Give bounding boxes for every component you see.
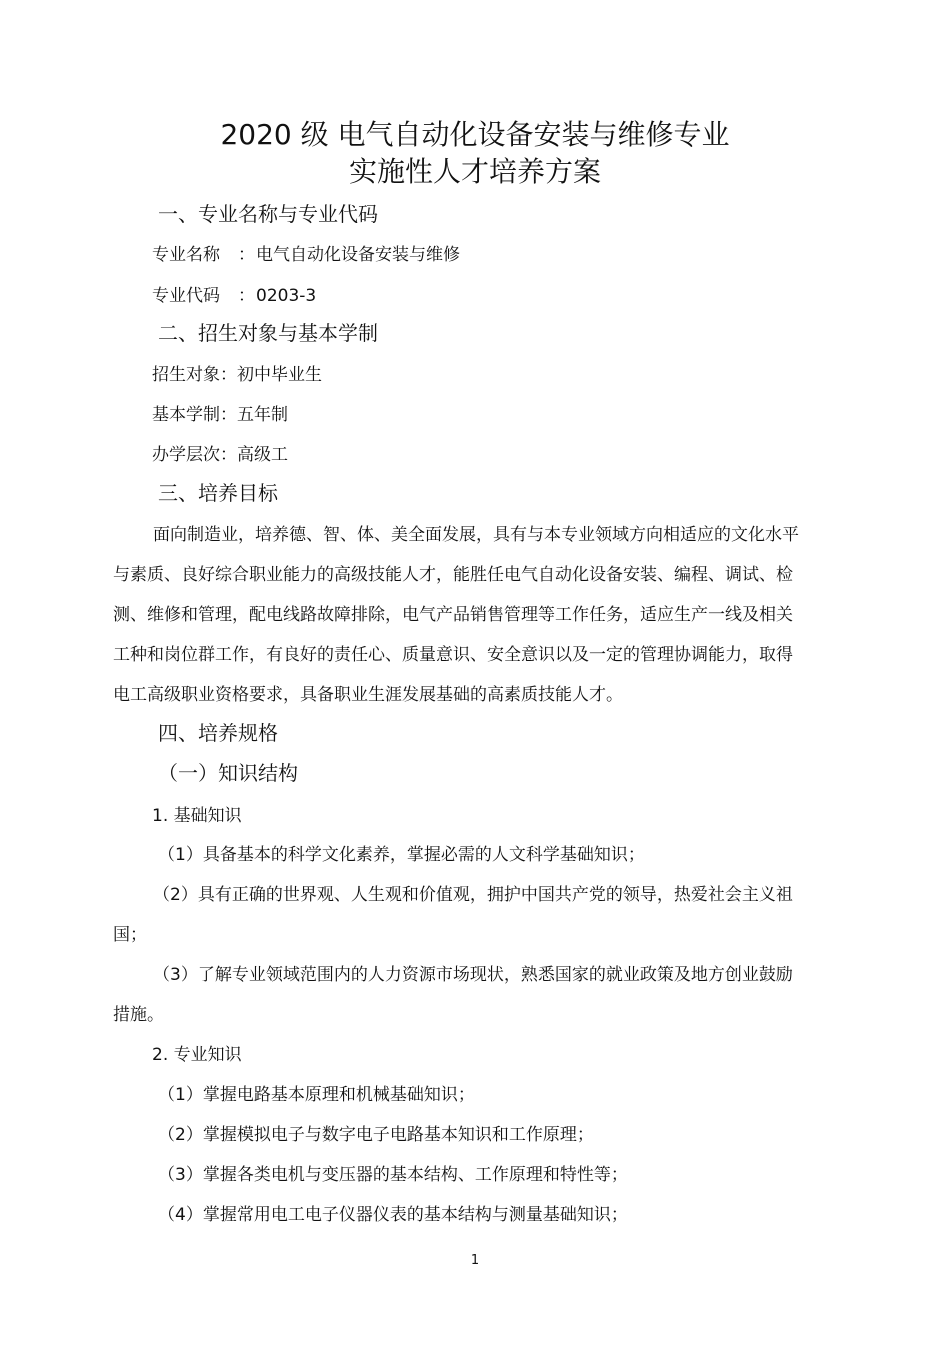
professional-knowledge-item: （3）掌握各类电机与变压器的基本结构、工作原理和特性等； <box>158 1165 628 1185</box>
section3-heading: 三、培养目标 <box>158 481 278 505</box>
major-code-sep: ： <box>238 286 255 306</box>
basic-knowledge-item: （3）了解专业领域范围内的人力资源市场现状，熟悉国家的就业政策及地方创业鼓励措施。 <box>113 965 793 1025</box>
major-code-value: 0203-3 <box>256 286 317 306</box>
section1-heading: 一、专业名称与专业代码 <box>158 202 378 226</box>
major-name-sep: ： <box>238 245 255 265</box>
professional-knowledge-item: （1）掌握电路基本原理和机械基础知识； <box>158 1085 475 1105</box>
page-number: 1 <box>470 1253 480 1268</box>
knowledge-structure-heading: （一）知识结构 <box>158 761 298 785</box>
education-level: 办学层次：高级工 <box>152 445 288 465</box>
professional-knowledge-item: （2）掌握模拟电子与数字电子电路基本知识和工作原理； <box>158 1125 594 1145</box>
major-code-row <box>152 283 316 309</box>
document-title-line1: 2020 级 电气自动化设备安装与维修专业 <box>220 118 730 151</box>
section2-heading: 二、招生对象与基本学制 <box>158 321 378 345</box>
enrollment-target: 招生对象：初中毕业生 <box>152 365 322 385</box>
basic-knowledge-item: （2）具有正确的世界观、人生观和价值观，拥护中国共产党的领导，热爱社会主义祖国； <box>113 885 793 945</box>
professional-knowledge-heading: 2. 专业知识 <box>152 1045 242 1065</box>
major-name-label: 专业名称 <box>152 245 220 265</box>
section4-heading: 四、培养规格 <box>158 721 278 745</box>
professional-knowledge-item: （4）掌握常用电工电子仪器仪表的基本结构与测量基础知识； <box>158 1205 628 1225</box>
major-code-label: 专业代码 <box>152 286 220 306</box>
basic-knowledge-heading: 1. 基础知识 <box>152 806 242 826</box>
major-name-value: 电气自动化设备安装与维修 <box>256 245 460 265</box>
document-title-line2: 实施性人才培养方案 <box>348 155 601 188</box>
basic-knowledge-item: （1）具备基本的科学文化素养，掌握必需的人文科学基础知识； <box>158 845 645 865</box>
major-name-row <box>152 242 460 268</box>
study-duration: 基本学制：五年制 <box>152 405 288 425</box>
training-goal-paragraph: 面向制造业，培养德、智、体、美全面发展，具有与本专业领域方向相适应的文化水平与素质、良好综合职业能力的高级技能人才，能胜任电气自动化设备安装、编程、调试、检测、维修和管理，配电线路故障排除，电气产品销售管理等工作任务，适应生产一线及相关工种和岗位群工作，有良好的责任心、质量意识、安全意识以及一定的管理协调能力，取得电工高级职业资格要求，具备职业生涯发展基础的高素质技能人才。 <box>113 525 799 705</box>
